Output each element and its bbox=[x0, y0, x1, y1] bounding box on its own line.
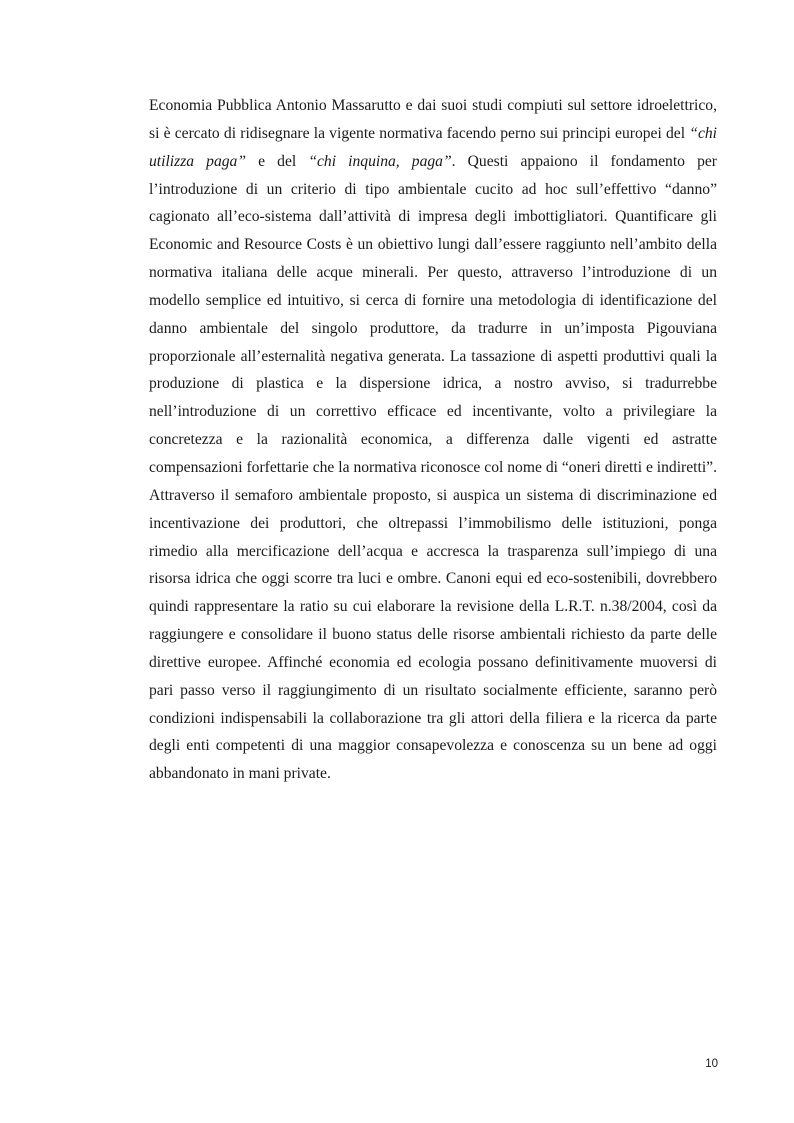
page-number: 10 bbox=[705, 1058, 718, 1070]
italic-quote-chi-utilizza-paga: “chi utilizza paga” bbox=[149, 124, 717, 170]
paragraph-text-part-3: . Questi appaiono il fondamento per l’introduzione di un criterio di tipo ambientale cucito ad hoc sull’effettivo “danno” cagionato all’eco-sistema dall’attività di impresa degli imbottigliatori. Quantificare gli Economic and Resource Costs è un obiettivo lungi dall’essere raggiunto nell’ambito della normativa italiana delle acque minerali. Per questo, attraverso l’introduzione di un modello semplice ed intuitivo, si cerca di fornire una metodologia di identificazione del danno ambientale del singolo produttore, da tradurre in un’imposta Pigouviana proporzionale all’esternalità negativa generata. La tassazione di aspetti produttivi quali la produzione di plastica e la dispersione idrica, a nostro avviso, si tradurrebbe nell’introduzione di un correttivo efficace ed incentivante, volto a privilegiare la concretezza e la razionalità economica, a differenza dalle vigenti ed astratte compensazioni forfettarie che la normativa riconosce col nome di “oneri diretti e indiretti”. Attraverso il semaforo ambientale proposto, si auspica un sistema di discriminazione ed incentivazione dei produttori, che oltrepassi l’immobilismo delle istituzioni, ponga rimedio alla mercificazione dell’acqua e accresca la trasparenza sull’impiego di una risorsa idrica che oggi scorre tra luci e ombre. Canoni equi ed eco-sostenibili, dovrebbero quindi rappresentare la ratio su cui elaborare la revisione della L.R.T. n.38/2004, così da raggiungere e consolidare il buono status delle risorse ambientali richiesto da parte delle direttive europee. Affinché economia ed ecologia possano definitivamente muoversi di pari passo verso il raggiungimento di un risultato socialmente efficiente, saranno però condizioni indispensabili la collaborazione tra gli attori della filiera e la ricerca da parte degli enti competenti di una maggior consapevolezza e conoscenza su un bene ad oggi abbandonato in mani private. bbox=[149, 152, 717, 783]
body-paragraph bbox=[149, 92, 717, 788]
italic-quote-chi-inquina-paga: “chi inquina, paga” bbox=[308, 152, 452, 170]
paragraph-text-part-1: Economia Pubblica Antonio Massarutto e dai suoi studi compiuti sul settore idroelettrico, si è cercato di ridisegnare la vigente normativa facendo perno sui principi europei del bbox=[149, 97, 717, 142]
paragraph-text-part-2: e del bbox=[246, 152, 309, 170]
